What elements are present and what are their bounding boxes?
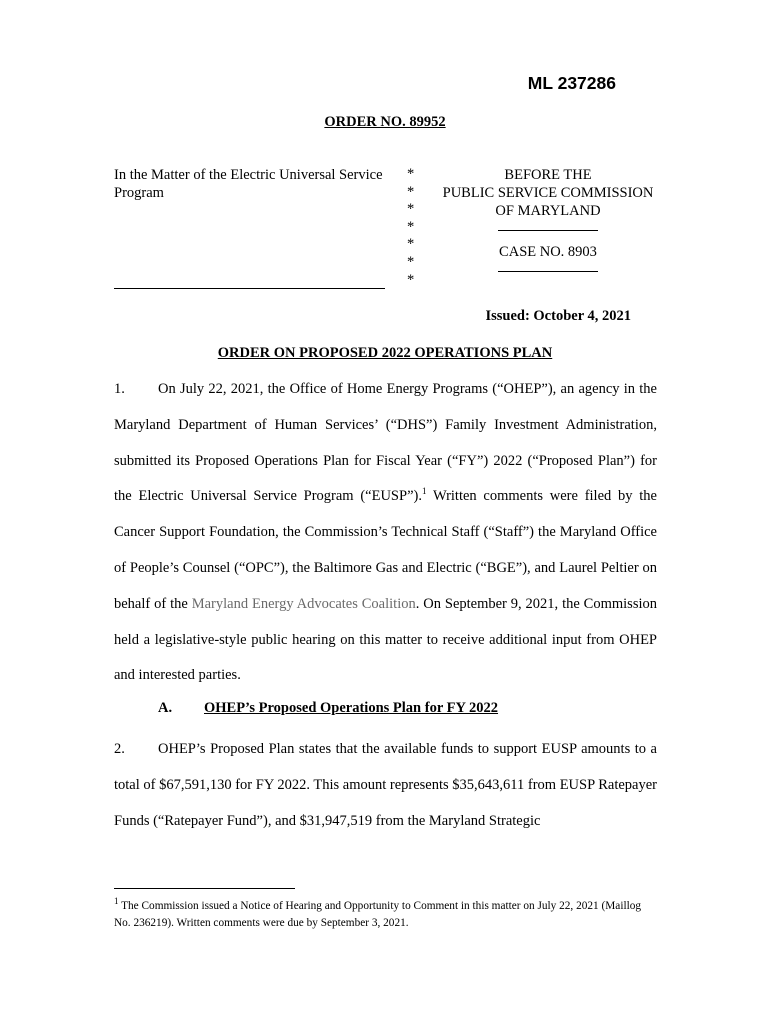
footnote-divider (114, 888, 295, 889)
footnote (114, 898, 659, 932)
order-number: ORDER NO. 89952 (324, 114, 446, 130)
caption-star-column (407, 166, 419, 289)
footnote-reference[interactable]: 1 (421, 486, 427, 497)
footnote-text: The Commission issued a Notice of Hearing and Opportunity to Comment in this matter on July 22, 2021 (Maillog No. 236219). Written comments were due by September 3, 2021. (114, 900, 642, 929)
paragraph-2 (114, 732, 657, 839)
caption-star: * (407, 236, 415, 253)
case-caption-matter (114, 166, 404, 202)
before-line-2: PUBLIC SERVICE COMMISSION (442, 185, 654, 201)
paragraph-number: 2. (114, 741, 125, 757)
case-caption-commission (430, 166, 666, 272)
section-letter: A. (158, 700, 173, 716)
ml-number: ML 237286 (527, 73, 616, 93)
matter-line-1: In the Matter of the Electric Universal Service (114, 167, 383, 183)
section-a-heading (158, 700, 498, 717)
matter-line-2: Program (114, 185, 164, 201)
order-heading: ORDER ON PROPOSED 2022 OPERATIONS PLAN (217, 345, 553, 361)
caption-star: * (407, 271, 415, 288)
section-title: OHEP’s Proposed Operations Plan for FY 2022 (204, 700, 499, 716)
paragraph-number: 1. (114, 381, 125, 397)
paragraph-text: . On September 9, 2021, the Commission held a legislative-style public hearing on this matter to receive additional input from OHEP and interested parties. (114, 595, 657, 684)
case-number: CASE NO. 8903 (499, 244, 597, 260)
caption-star: * (407, 166, 415, 182)
caption-star: * (407, 253, 415, 270)
caption-rule (498, 230, 598, 231)
issued-date: Issued: October 4, 2021 (485, 308, 631, 324)
caption-divider (114, 288, 385, 289)
caption-star: * (407, 218, 415, 235)
footnote-marker: 1 (114, 896, 119, 907)
paragraph-text: On July 22, 2021, the Office of Home Energy Programs (“OHEP”), an agency in the Maryland Department of Human Services’ (“DHS”) Family Investment Administration, submitted its Proposed Operations Plan for Fiscal Year (“FY”) 2022 (“Proposed Plan”) for the Electric Universal Service Program (“EUSP”). (114, 381, 657, 505)
paragraph-1 (114, 372, 657, 694)
before-line-1: BEFORE THE (504, 167, 592, 183)
caption-star: * (407, 201, 415, 218)
paragraph-text: OHEP’s Proposed Plan states that the available funds to support EUSP amounts to a total of $67,591,130 for FY 2022. This amount represents $35,643,611 from EUSP Ratepayer Funds (“Ratepayer Fund”), and $31,947,519 from the Maryland Strategic (114, 741, 658, 829)
caption-star: * (407, 183, 415, 200)
coalition-link[interactable]: Maryland Energy Advocates Coalition (191, 595, 416, 612)
before-line-3: OF MARYLAND (495, 203, 601, 219)
paragraph-text: Written comments were filed by the Cancer Support Foundation, the Commission’s Technical Staff (“Staff”) the Maryland Office of People’s Counsel (“OPC”), the Baltimore Gas and Electric (“BGE”), and Laurel Peltier on behalf of the (114, 488, 657, 612)
caption-rule (498, 271, 598, 272)
